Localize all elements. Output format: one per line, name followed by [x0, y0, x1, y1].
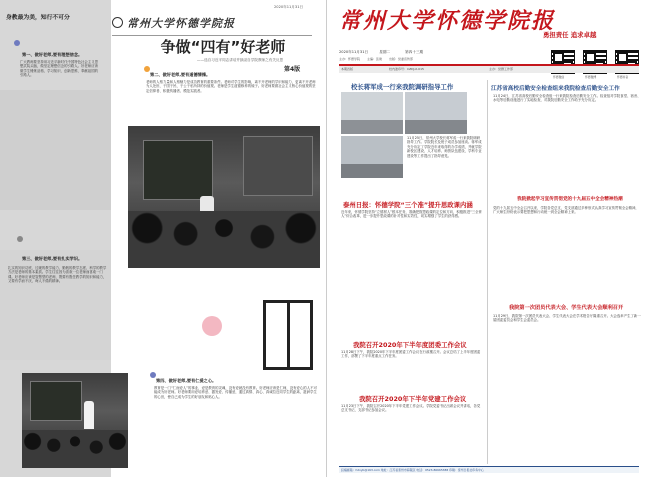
school-logo-icon [112, 17, 123, 28]
classroom-photo-2 [22, 373, 128, 468]
left-subheadline: ——选自习近平同志讲话并摘录自学院教师之有关反思 [196, 58, 284, 62]
qr-caption-2: 怀德微博 [585, 75, 597, 79]
issue-editor: 主编：张建 [366, 57, 382, 61]
issue-meta-line [339, 57, 544, 61]
section-1-body: 广大教师要坚持用习近平新时代中国特色社会主义思想武装头脑，做坚定理想信念的引路人。好老师应该做学生锤炼品格、学习知识、创新思维、奉献祖国的引路人。 [20, 60, 98, 78]
article-7-headline: 我院第一次团员代表大会、学生代表大会顺利召开 [509, 305, 624, 311]
section-3-kicker: 第三、做好老师,要有扎实学识。 [22, 256, 83, 261]
pink-circle-icon [202, 316, 222, 336]
issue-weekday: 星期二 [379, 50, 391, 54]
section-1-kicker: 第一、做好老师,要有理想信念。 [22, 52, 83, 57]
article-4-body: 11月23日下午，我院召开2020年下半年党建工作会议。学院党委书记出席会议并讲话，各党总支书记、支部书记参加会议。 [341, 404, 481, 413]
left-masthead [112, 14, 312, 36]
issue-code-bar [339, 66, 639, 73]
section-4-body: 教育是一门“仁而爱人”的事业，爱是教育的灵魂，没有爱就没有教育。好老师应该是仁师，没有爱心的人不可能成为好老师。好老师要用爱培养爱、激发爱、传播爱，通过真情、真心、真诚拉近同学生的距离，滋润学生的心田，使自己成为学生的好朋友和贴心人。 [154, 386, 317, 399]
page-motto: 身教最为美，知行不可分 [6, 15, 70, 21]
article-5-body: 11月24日，江苏省高校后勤安全检查组一行来我院检查后勤安全工作。检查组对学院食堂、宿舍、水电等后勤设施进行了实地检查，对我院后勤安全工作给予充分肯定。 [493, 94, 641, 103]
decorative-window-frame [263, 300, 313, 370]
article-1-body: 11月25日，常州大学校长蒋军成一行来我院调研指导工作。学院院长及班子成员参加座谈。蒋军成充分肯定了学院近年来取得的办学成绩，并就学院新校区建设、人才培养、师资队伍建设、学科专业建设等工作提出了指导意见。 [407, 136, 482, 158]
article-1-headline: 校长蒋军成一行来我院调研指导工作 [351, 83, 454, 91]
meeting-photo-3 [341, 136, 403, 178]
article-2-body: 近年来，怀德学院坚持“立德树人”根本任务，准确把握思政课的定位和方向，积极推进“三全育人”综合改革，进一步提升思政课的针对性和实效性，切实增强了学生的获得感。 [341, 210, 482, 219]
qr-caption-3: 怀德抖音 [617, 75, 629, 79]
article-2-headline: 泰州日报：怀德学院“三个准”提升思政课内涵 [343, 201, 473, 209]
section-2-body: 老师的人格力量和人格魅力是成功教育的重要条件。老师对学生的影响，离不开老师的学识和能力，更离不开老师为人处世、于国于民、于公于私所持的价值观。老师是学生道德修养的镜子。好老师要做社会主义核心价值观的坚定信仰者、积极传播者、模范实践者。 [146, 80, 316, 93]
article-3-headline: 我院召开2020年下半年度团委工作会议 [353, 341, 467, 349]
section-4-kicker: 第四、做好老师,要有仁爱之心。 [156, 378, 217, 383]
meeting-photo-1 [341, 92, 403, 134]
qr-caption-1: 怀德微信 [553, 75, 565, 79]
issue-code: 校内准印号：CZDJ-X-015 [389, 67, 424, 71]
classroom-photo-1 [128, 126, 320, 268]
issue-publisher: 出版：党委宣传部 [388, 57, 413, 61]
front-page-slogan: 勇担责任 追求卓越 [543, 31, 597, 39]
left-masthead-title: 常州大学怀德学院报 [127, 17, 235, 30]
issue-info-row [339, 50, 639, 56]
column-divider [487, 80, 488, 464]
article-3-body: 11月28日下午，我院2020年下半年度团委工作会议在行政楼召开。会议总结了上半年度团委工作，部署了下半年度重点工作任务。 [341, 350, 481, 359]
article-5-headline: 江苏省高校后勤安全检查组来我院检查后勤安全工作 [491, 86, 620, 92]
left-date: 2020年11月31日 [274, 5, 304, 9]
issue-host: 主办：怀德学院 [339, 57, 361, 61]
front-page-footer: 投稿邮箱：hdxyb@163.com 地址：江苏省泰州市海陵区 电话：0523-86665388 印刷：泰州日报社印务中心 [339, 466, 639, 473]
left-headline: 争做“四有”好老师 [160, 38, 286, 56]
issue-date: 2020年11月31日 [339, 50, 369, 54]
blue-pin-icon [14, 40, 20, 46]
issue-number: 第四十三期 [405, 50, 424, 54]
article-7-body: 11月29日，我院第一次团员代表大会、学生代表大会在学术报告厅隆重召开。大会选举产生了新一届团委委员会和学生会委员会。 [493, 314, 641, 323]
article-6-headline: 我院掀起学习宣传贯彻党的十九届五中全会精神热潮 [517, 197, 623, 202]
edition-label: 第4版 [284, 66, 301, 73]
article-6-body: 党的十九届五中全会召开以来，学院各党总支、党支部通过多种形式认真学习宣传贯彻全会精神，广大师生纷纷表示要把思想和行动统一到全会精神上来。 [493, 206, 639, 215]
front-page-masthead: 常州大学怀德学院报 [339, 8, 556, 34]
meeting-photo-2 [405, 92, 467, 134]
right-page [329, 0, 650, 477]
issue-pages: 本期四版 [341, 67, 354, 71]
grey-pin-icon [17, 236, 23, 242]
section-3-body: 扎实的知识功底、过硬的教学能力、勤勉的教学态度、科学的教学方法是老师的基本素质。学生往往因为喜欢一位老师而喜欢一门课。好老师应该是智慧型的老师，既要有胜任教学的知识和能力，又要有学而不厌、诲人不倦的精神。 [8, 266, 107, 284]
section-2-kicker: 第二、做好老师,要有道德情操。 [150, 72, 211, 77]
issue-board: 主办：党群工作部 [489, 67, 514, 71]
article-4-headline: 我院召开2020年下半年党建工作会议 [359, 395, 467, 403]
